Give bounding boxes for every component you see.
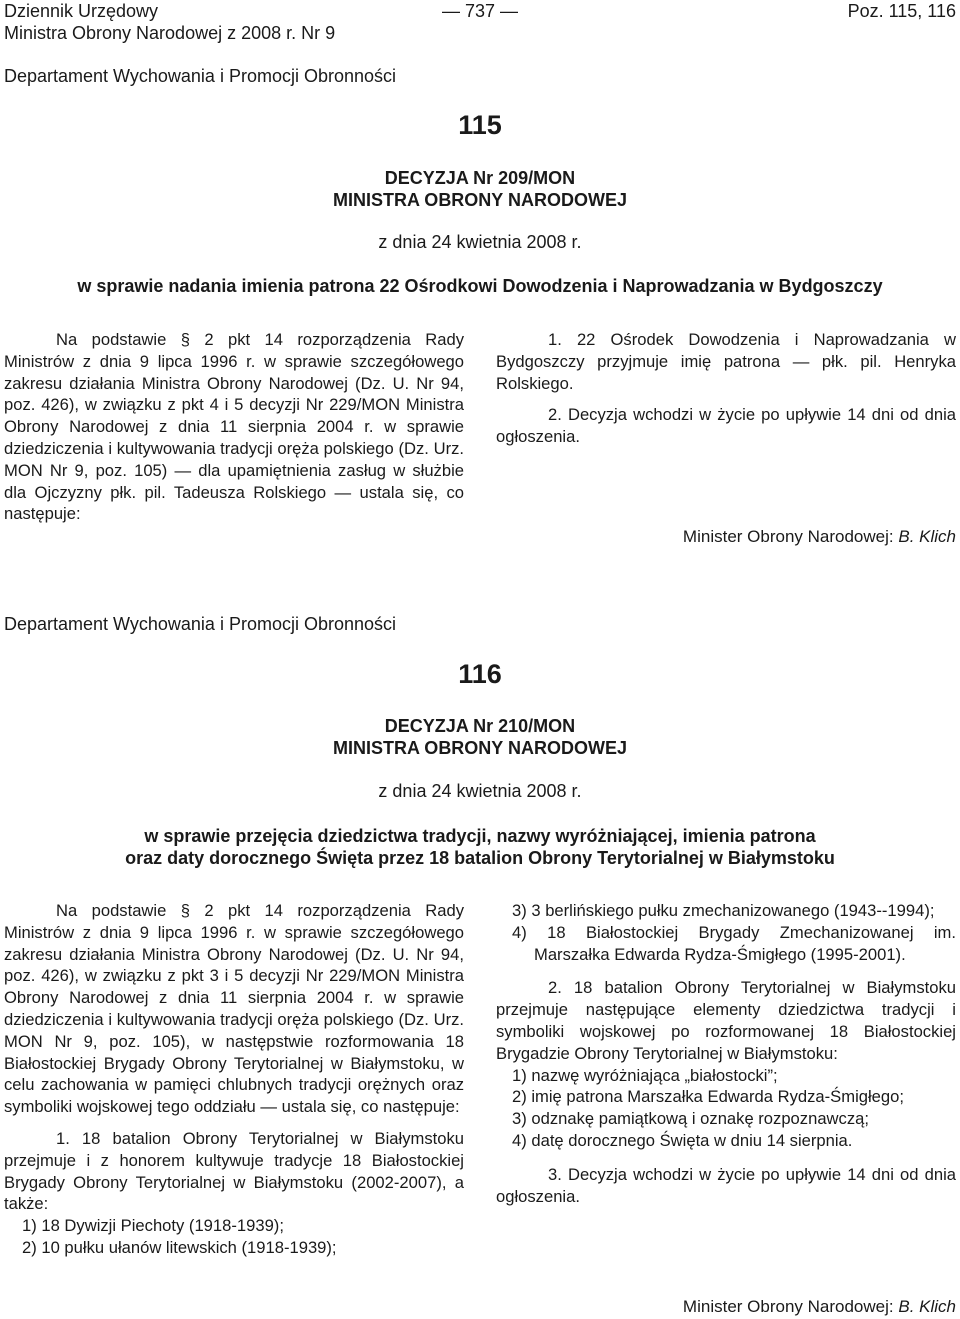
elements-list — [496, 1065, 956, 1152]
list-item: 2) 10 pułku ułanów litewskich (1918-1939); — [22, 1237, 337, 1257]
left-column-116 — [4, 900, 464, 1259]
preamble-text-115: Na podstawie § 2 pkt 14 rozporządzenia Rady Ministrów z dnia 9 lipca 1996 r. w sprawie szczegółowego zakresu działania Ministra Obrony Narodowej (Dz. U. Nr 94, poz. 426), w związku z pkt 4 i 5 decyzji Nr 229/MON Ministra Obrony Narodowej z dnia 11 sierpnia 2004 r. w sprawie dziedziczenia i kultywowania tradycji oręża polskiego (Dz. Urz. MON Nr 9, poz. 105) — dla upamiętnienia zasług w służbie dla Ojczyzny płk. pil. Tadeusza Rolskiego — ustala się, co następuje: — [4, 330, 464, 524]
decision-title-115: DECYZJA Nr 209/MON — [384, 168, 576, 188]
list-item: 4) 18 Białostockiej Brygady Zmechanizowanej im. Marszałka Edwarda Rydza-Śmigłego (1995-2001). — [512, 922, 956, 964]
point-3-116: 3. Decyzja wchodzi w życie po upływie 14 dni od dnia ogłoszenia. — [496, 1164, 956, 1206]
provisions-115 — [496, 329, 956, 448]
decision-subject-116-line2: oraz daty dorocznego Święta przez 18 batalion Obrony Terytorialnej w Białymstoku — [125, 848, 835, 868]
preamble-text-116: Na podstawie § 2 pkt 14 rozporządzenia Rady Ministrów z dnia 9 lipca 1996 r. w sprawie szczegółowego zakresu działania Ministra Obrony Narodowej (Dz. U. Nr 94, poz. 426), w związku z pkt 3 i 5 decyzji Nr 229/MON Ministra Obrony Narodowej z dnia 11 sierpnia 2004 r. w sprawie dziedziczenia i kultywowania tradycji oręża polskiego (Dz. Urz. MON Nr 9, poz. 105), w następstwie rozformowania 18 Białostockiej Brygady Obrony Terytorialnej w Białymstoku, w celu zachowania w pamięci chlubnych tradycji orężnych oraz symboliki wojskowej tego oddziału — ustala się, co następuje: — [4, 901, 464, 1117]
page-number: — 737 — — [441, 1, 519, 21]
list-item: 1) nazwę wyróżniająca „białostocki”; — [512, 1065, 778, 1085]
positions: Poz. 115, 116 — [847, 1, 956, 21]
point-1-116: 1. 18 batalion Obrony Terytorialnej w Białymstoku przejmuje i z honorem kultywuje tradycje 18 Białostockiej Brygady Obrony Terytorialnej w Białymstoku (2002-2007), a także: — [4, 1128, 464, 1214]
decision-date-116: z dnia 24 kwietnia 2008 r. — [378, 781, 582, 801]
journal-issue: Ministra Obrony Narodowej z 2008 r. Nr 9 — [4, 23, 336, 43]
point-1-115: 1. 22 Ośrodek Dowodzenia i Naprowadzania w Bydgoszczy przyjmuje imię patrona — płk. pil. Henryka Rolskiego. — [496, 330, 956, 393]
signature-name-116: B. Klich — [898, 1297, 956, 1316]
traditions-list-part2 — [496, 900, 956, 965]
traditions-list-part1 — [4, 1215, 464, 1259]
journal-title: Dziennik Urzędowy — [4, 1, 159, 21]
right-column-116 — [496, 900, 956, 1207]
decision-date-115: z dnia 24 kwietnia 2008 r. — [378, 232, 582, 252]
list-item: 3) odznakę pamiątkową i oznakę rozpoznawczą; — [512, 1109, 869, 1129]
signature-115 — [683, 527, 956, 547]
list-item: 1) 18 Dywizji Piechoty (1918-1939); — [22, 1216, 284, 1236]
department-115: Departament Wychowania i Promocji Obronności — [4, 66, 397, 86]
decision-authority-115: MINISTRA OBRONY NARODOWEJ — [332, 190, 627, 210]
decision-authority-116: MINISTRA OBRONY NARODOWEJ — [332, 738, 627, 758]
point-2-115: 2. Decyzja wchodzi w życie po upływie 14 dni od dnia ogłoszenia. — [496, 405, 956, 447]
signature-label-116: Minister Obrony Narodowej: — [682, 1297, 894, 1316]
signature-label-115: Minister Obrony Narodowej: — [682, 527, 894, 546]
position-number-115: 115 — [458, 110, 502, 140]
list-item: 4) datę dorocznego Święta w dniu 14 sierpnia. — [512, 1130, 853, 1150]
preamble-115 — [4, 329, 464, 525]
list-item: 3) 3 berlińskiego pułku zmechanizowanego (1943--1994); — [512, 901, 935, 920]
list-item: 2) imię patrona Marszałka Edwarda Rydza-Śmigłego; — [512, 1087, 904, 1107]
decision-subject-115: w sprawie nadania imienia patrona 22 Ośrodkowi Dowodzenia i Naprowadzania w Bydgoszczy — [77, 276, 883, 296]
point-2-116: 2. 18 batalion Obrony Terytorialnej w Białymstoku przejmuje następujące elementy dziedzictwa tradycji i symboliki wojskowej po rozformowanej 18 Białostockiej Brygadzie Obrony Terytorialnej w Białymstoku: — [496, 978, 956, 1063]
decision-subject-116-line1: w sprawie przejęcia dziedzictwa tradycji, nazwy wyróżniającej, imienia patrona — [144, 826, 816, 846]
signature-name-115: B. Klich — [898, 527, 956, 546]
department-116: Departament Wychowania i Promocji Obronności — [4, 614, 397, 634]
position-number-116: 116 — [458, 659, 502, 689]
decision-title-116: DECYZJA Nr 210/MON — [384, 716, 576, 736]
signature-116 — [683, 1297, 956, 1317]
